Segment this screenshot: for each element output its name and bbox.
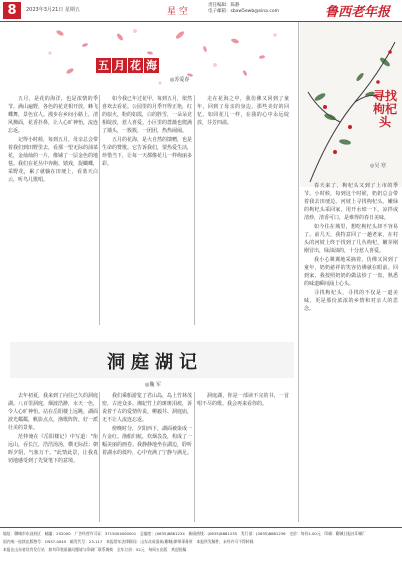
paragraph: 去年初夏，我来到了向往已久的洞庭湖。八百里洞庭，烟波浩渺，水天一色，令人心旷神怡。站在岳阳楼上远眺，湖面波光粼粼，帆影点点，渔歌阵阵，好一派壮美的景象。 (8, 393, 98, 431)
paragraph: 记得小时候，每到五月，母亲总会带着我们到田野里去，看那一望无际的油菜花，金灿灿的一片，像铺了一层金色的地毯。我们在花丛中奔跑、嬉戏，捉蝴蝶，采野花，累了就躺在田埂上，看蓝天白云，听鸟儿歌唱。 (8, 137, 98, 183)
article-author: ◎苏爱春 (170, 77, 190, 83)
email-line: 电子邮箱：sbxw5ewb@sina.com (208, 9, 279, 14)
section-name: 星 空 (167, 7, 188, 17)
editor-line: 责任编辑：陈静 (208, 3, 240, 8)
paragraph: 范仲淹在《岳阳楼记》中写道："衔远山，吞长江，浩浩汤汤，横无际涯；朝晖夕阴，气象万千。"此情此景，让我真切地感受到了先贤笔下的意境。 (8, 434, 98, 464)
footer-line: 国内统一连续出版物号：CN37-0045 邮发代号：23-117 本报常年法律顾问：山东众成清泰(聊城)律师事务所 本报所发稿件，未经许可不得转载 (3, 539, 254, 544)
paragraph: 寻找枸杞头，寻找的不仅是一道美味，更是那份浓浓的乡情和对亲人的思念。 (304, 290, 398, 312)
page-header (0, 0, 402, 20)
footer-line: 地址：聊城市东昌府区 邮编：252000 广告经营许可证：3715004000001 总编室：(0635)8881234 新闻热线：(0635)8881235 发行部：(0635)8881236 定价：每份1.00元 印刷：聊城日报社印刷厂 (3, 531, 367, 536)
paragraph: 我小心翼翼地采摘着，仿佛又回到了童年，奶奶慈祥的笑容仿佛就在眼前。回到家，我按照奶奶的做法炒了一盘，熟悉的味道瞬间涌上心头。 (304, 257, 398, 287)
paragraph: 如今住在城里，想吃枸杞头却不容易了。前几天，我特意回了一趟老家，在村头的河坡上终于找到了几丛枸杞，嫩芽刚刚冒出，绿油油的，十分惹人喜爱。 (304, 224, 398, 254)
article-column (8, 95, 98, 325)
article-column (197, 392, 289, 522)
editor-info (208, 3, 279, 15)
newspaper-masthead: 鲁西老年报 (325, 5, 391, 20)
article-author: ◎魏 军 (145, 382, 161, 388)
column-divider (194, 392, 195, 522)
article-column (197, 95, 289, 325)
paragraph: 走在花海之中，我仿佛又回到了童年，回到了母亲的身边。那些美好的回忆，如同花儿一样，在我的心中永远绽放，芬芳四溢。 (197, 96, 289, 126)
column-divider (99, 392, 100, 522)
paragraph: 我们乘船游览了君山岛，岛上竹林茂密，古迹众多。湘妃竹上的斑斑泪痕，诉说着千古的爱情传说。柳毅井、洞庭庙，无不让人流连忘返。 (102, 393, 192, 423)
paragraph: 洞庭湖，你是一部读不完的书，一首唱不尽的歌。我会再来看你的。 (197, 393, 289, 407)
column-divider (194, 95, 195, 325)
paragraph: 如今我已年过花甲，每到五月，依然喜欢去看花。公园里的月季开得正艳，红的似火，粉的如霞，白的胜雪，一朵朵竞相绽放，惹人喜爱。小区里的蔷薇也爬满了墙头，一簇簇，一团团，热热闹闹。 (102, 96, 192, 134)
article-title-dongting-lake: 洞庭湖记 (107, 352, 203, 373)
paragraph: 春天来了，枸杞头又到了上市的季节。小时候，每到这个时候，奶奶总会带着我去田埂边、河坡上寻找枸杞头。嫩绿的枸杞头采回家，用开水焯一下，凉拌或清炒，清香可口，是难得的春日美味。 (304, 183, 398, 221)
article-author: ◎吴 寒 (370, 163, 386, 169)
issue-date: 2023年3月21日 星期五 (26, 7, 80, 13)
article-column (102, 392, 192, 522)
article-column (304, 182, 398, 522)
column-divider (298, 22, 299, 522)
paragraph: 五月的花海，是大自然的馈赠，也是生命的赞歌。它告诉我们，要热爱生活，珍惜当下，让每一天都像花儿一样绚丽多彩。 (102, 137, 192, 167)
column-divider (99, 95, 100, 325)
article-title-goji-shoots: 寻找枸杞头 (372, 89, 397, 129)
title-char: 五 (98, 59, 109, 72)
article-column (8, 392, 98, 522)
paragraph: 傍晚时分，夕阳西下，湖面被染成一片金红。渔船归航，炊烟袅袅，构成了一幅美丽的画卷。我静静地坐在湖边，聆听着湖水的低吟，心中充满了宁静与满足。 (102, 426, 192, 456)
paragraph: 五月，是花的海洋，也是浓情的季节。满山遍野，各色的花竞相开放，蜂飞蝶舞，景色宜人。漫步在乡间小路上，清风拂面，花香扑鼻，让人心旷神怡，流连忘返。 (8, 96, 98, 134)
page-footer (0, 527, 402, 566)
title-char: 海 (146, 59, 157, 72)
footer-line: 本报在山东省设有发行站 如有印装质量问题请与印刷厂联系调换 全年订价：52元 每周五出版 欢迎投稿 (3, 547, 187, 552)
side-article (300, 22, 402, 522)
article-title-five-month-flowers (96, 54, 160, 73)
page-number: 8 (3, 2, 21, 19)
title-char: 花 (130, 59, 141, 72)
article-column (102, 95, 192, 325)
title-char: 月 (114, 59, 125, 72)
